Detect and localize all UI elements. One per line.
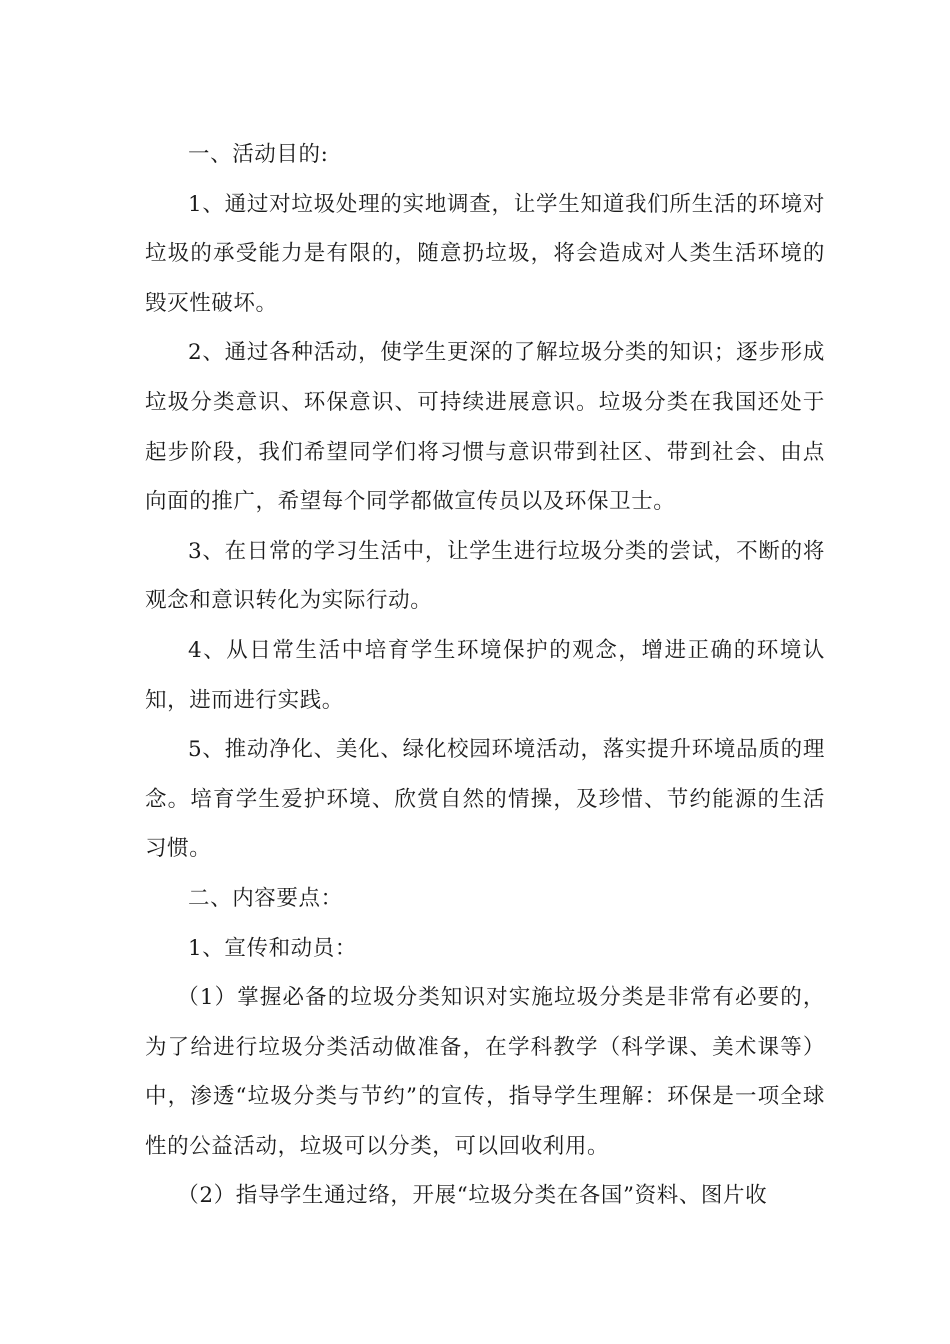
paragraph-item-2: （2）指导学生通过络，开展“垃圾分类在各国”资料、图片收 xyxy=(177,1183,768,1209)
paragraph-purpose-1: 1、通过对垃圾处理的实地调查，让学生知道我们所生活的环境对垃圾的承受能力是有限的，随意扔垃圾，将会造成对人类生活环境的毁灭性破坏。 xyxy=(145,191,825,316)
paragraph-purpose-3: 3、在日常的学习生活中，让学生进行垃圾分类的尝试，不断的将观念和意识转化为实际行动。 xyxy=(145,538,825,614)
section-heading-purpose: 一、活动目的: xyxy=(188,142,329,167)
subheading-publicity: 1、宣传和动员： xyxy=(188,935,357,961)
section-heading-content: 二、内容要点： xyxy=(188,885,343,911)
paragraph-purpose-5: 5、推动净化、美化、绿化校园环境活动，落实提升环境品质的理念。培育学生爱护环境、欣赏自然的情操，及珍惜、节约能源的生活习惯。 xyxy=(145,737,825,862)
paragraph-item-1: （1）掌握必备的垃圾分类知识对实施垃圾分类是非常有必要的，为了给进行垃圾分类活动做准备，在学科教学（科学课、美术课等）中，渗透“垃圾分类与节约”的宣传，指导学生理解：环保是一项全球性的公益活动，垃圾可以分类，可以回收利用。 xyxy=(145,985,825,1159)
document-body xyxy=(145,130,825,1221)
paragraph-purpose-4: 4、从日常生活中培育学生环境保护的观念，增进正确的环境认知，进而进行实践。 xyxy=(145,637,825,713)
paragraph-purpose-2: 2、通过各种活动，使学生更深的了解垃圾分类的知识；逐步形成垃圾分类意识、环保意识、可持续进展意识。垃圾分类在我国还处于起步阶段，我们希望同学们将习惯与意识带到社区、带到社会、由点向面的推广，希望每个同学都做宣传员以及环保卫士。 xyxy=(145,340,825,515)
